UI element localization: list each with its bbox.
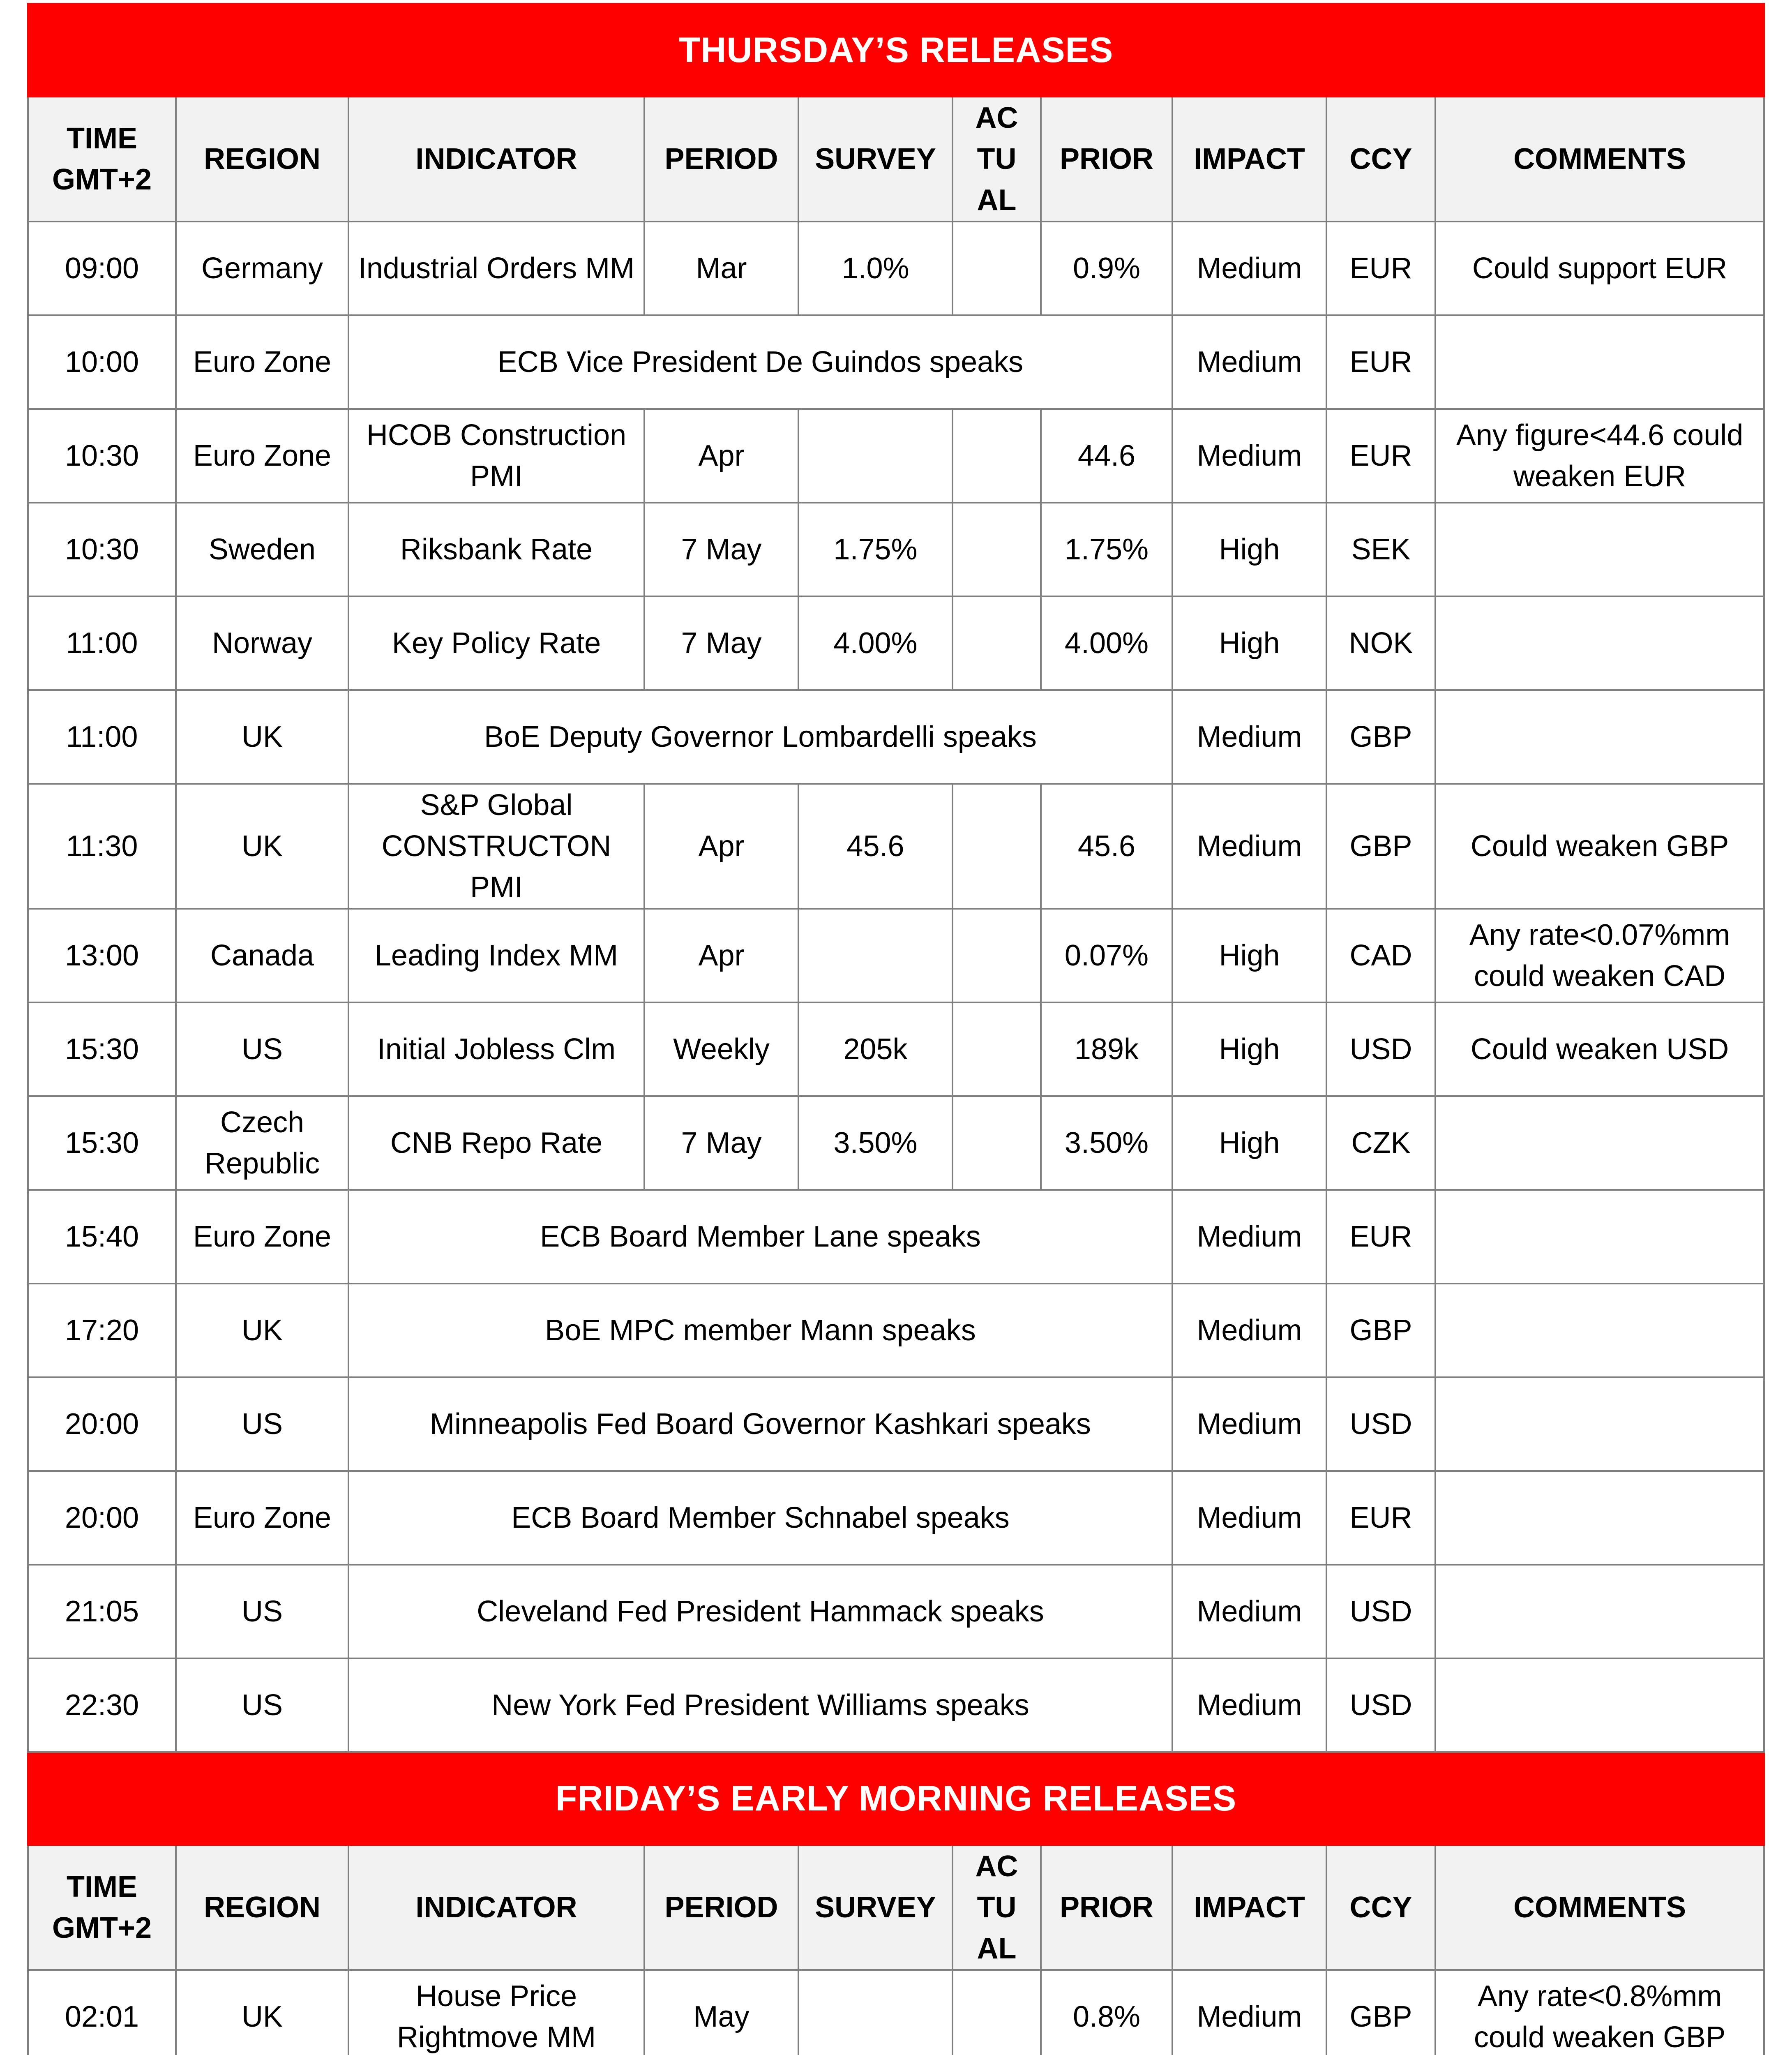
ccy-cell: EUR bbox=[1326, 222, 1435, 315]
header-region: REGION bbox=[176, 97, 348, 222]
impact-cell: High bbox=[1172, 1096, 1326, 1190]
comments-cell: Could support EUR bbox=[1435, 222, 1764, 315]
period-cell: 7 May bbox=[644, 1096, 798, 1190]
period-cell: Apr bbox=[644, 409, 798, 503]
ccy-cell: NOK bbox=[1326, 596, 1435, 690]
comments-cell bbox=[1435, 1190, 1764, 1284]
period-cell: May bbox=[644, 1970, 798, 2055]
region-cell: Germany bbox=[176, 222, 348, 315]
time-cell: 11:00 bbox=[28, 596, 176, 690]
prior-cell: 189k bbox=[1041, 1002, 1172, 1096]
table-row bbox=[28, 1565, 1764, 1658]
region-cell: Euro Zone bbox=[176, 409, 348, 503]
region-cell: US bbox=[176, 1002, 348, 1096]
comments-cell: Could weaken GBP bbox=[1435, 784, 1764, 909]
comments-cell: Any rate<0.8%mm could weaken GBP bbox=[1435, 1970, 1764, 2055]
ccy-cell: GBP bbox=[1326, 690, 1435, 784]
ccy-cell: GBP bbox=[1326, 1284, 1435, 1377]
indicator-cell: ECB Board Member Lane speaks bbox=[348, 1190, 1172, 1284]
indicator-cell: Leading Index MM bbox=[348, 909, 644, 1002]
time-cell: 09:00 bbox=[28, 222, 176, 315]
actual-cell bbox=[953, 1096, 1041, 1190]
time-cell: 15:30 bbox=[28, 1096, 176, 1190]
survey-cell: 4.00% bbox=[798, 596, 953, 690]
region-cell: UK bbox=[176, 1284, 348, 1377]
ccy-cell: SEK bbox=[1326, 503, 1435, 596]
ccy-cell: GBP bbox=[1326, 1970, 1435, 2055]
ccy-cell: CAD bbox=[1326, 909, 1435, 1002]
indicator-cell: Cleveland Fed President Hammack speaks bbox=[348, 1565, 1172, 1658]
region-cell: Czech Republic bbox=[176, 1096, 348, 1190]
comments-cell bbox=[1435, 596, 1764, 690]
impact-cell: Medium bbox=[1172, 1190, 1326, 1284]
header-period: PERIOD bbox=[644, 97, 798, 222]
indicator-cell: BoE MPC member Mann speaks bbox=[348, 1284, 1172, 1377]
impact-cell: Medium bbox=[1172, 315, 1326, 409]
table-row bbox=[28, 1284, 1764, 1377]
table-row bbox=[28, 503, 1764, 596]
impact-cell: Medium bbox=[1172, 784, 1326, 909]
actual-cell bbox=[953, 1970, 1041, 2055]
time-cell: 10:00 bbox=[28, 315, 176, 409]
table-row bbox=[28, 315, 1764, 409]
region-cell: Euro Zone bbox=[176, 1190, 348, 1284]
header-prior: PRIOR bbox=[1041, 97, 1172, 222]
indicator-cell: ECB Board Member Schnabel speaks bbox=[348, 1471, 1172, 1565]
time-cell: 15:30 bbox=[28, 1002, 176, 1096]
time-cell: 13:00 bbox=[28, 909, 176, 1002]
impact-cell: High bbox=[1172, 909, 1326, 1002]
ccy-cell: EUR bbox=[1326, 409, 1435, 503]
actual-cell bbox=[953, 222, 1041, 315]
period-cell: 7 May bbox=[644, 503, 798, 596]
impact-cell: Medium bbox=[1172, 1565, 1326, 1658]
table-row bbox=[28, 1002, 1764, 1096]
header-survey: SURVEY bbox=[798, 97, 953, 222]
header-prior: PRIOR bbox=[1041, 1845, 1172, 1970]
header-time: TIME GMT+2 bbox=[28, 1845, 176, 1970]
table-row bbox=[28, 690, 1764, 784]
table-row bbox=[28, 1190, 1764, 1284]
releases-table bbox=[27, 3, 1765, 2055]
actual-cell bbox=[953, 784, 1041, 909]
indicator-cell: BoE Deputy Governor Lombardelli speaks bbox=[348, 690, 1172, 784]
ccy-cell: USD bbox=[1326, 1658, 1435, 1752]
ccy-cell: GBP bbox=[1326, 784, 1435, 909]
region-cell: Canada bbox=[176, 909, 348, 1002]
releases-calendar bbox=[27, 3, 1763, 2055]
prior-cell: 0.07% bbox=[1041, 909, 1172, 1002]
impact-cell: Medium bbox=[1172, 1471, 1326, 1565]
survey-cell: 205k bbox=[798, 1002, 953, 1096]
prior-cell: 0.9% bbox=[1041, 222, 1172, 315]
actual-cell bbox=[953, 1002, 1041, 1096]
header-indicator: INDICATOR bbox=[348, 1845, 644, 1970]
comments-cell bbox=[1435, 1565, 1764, 1658]
friday-title: FRIDAY’S EARLY MORNING RELEASES bbox=[28, 1752, 1764, 1845]
survey-cell bbox=[798, 1970, 953, 2055]
comments-cell: Any rate<0.07%mm could weaken CAD bbox=[1435, 909, 1764, 1002]
period-cell: Apr bbox=[644, 909, 798, 1002]
survey-cell: 1.0% bbox=[798, 222, 953, 315]
survey-cell: 1.75% bbox=[798, 503, 953, 596]
region-cell: UK bbox=[176, 784, 348, 909]
period-cell: Weekly bbox=[644, 1002, 798, 1096]
region-cell: US bbox=[176, 1565, 348, 1658]
header-comments: COMMENTS bbox=[1435, 97, 1764, 222]
survey-cell: 45.6 bbox=[798, 784, 953, 909]
table-row bbox=[28, 596, 1764, 690]
impact-cell: High bbox=[1172, 596, 1326, 690]
indicator-cell: ECB Vice President De Guindos speaks bbox=[348, 315, 1172, 409]
header-impact: IMPACT bbox=[1172, 97, 1326, 222]
region-cell: UK bbox=[176, 690, 348, 784]
time-cell: 20:00 bbox=[28, 1471, 176, 1565]
table-row bbox=[28, 1471, 1764, 1565]
header-ccy: CCY bbox=[1326, 97, 1435, 222]
friday-banner bbox=[28, 1752, 1764, 1845]
indicator-cell: Minneapolis Fed Board Governor Kashkari speaks bbox=[348, 1377, 1172, 1471]
indicator-cell: Initial Jobless Clm bbox=[348, 1002, 644, 1096]
ccy-cell: USD bbox=[1326, 1565, 1435, 1658]
actual-cell bbox=[953, 596, 1041, 690]
header-ccy: CCY bbox=[1326, 1845, 1435, 1970]
header-survey: SURVEY bbox=[798, 1845, 953, 1970]
comments-cell bbox=[1435, 1096, 1764, 1190]
header-actual: AC TU AL bbox=[953, 97, 1041, 222]
region-cell: Sweden bbox=[176, 503, 348, 596]
thursday-banner bbox=[28, 4, 1764, 97]
impact-cell: Medium bbox=[1172, 409, 1326, 503]
time-cell: 17:20 bbox=[28, 1284, 176, 1377]
table-row bbox=[28, 1096, 1764, 1190]
impact-cell: Medium bbox=[1172, 690, 1326, 784]
period-cell: Mar bbox=[644, 222, 798, 315]
table-row bbox=[28, 909, 1764, 1002]
table-row bbox=[28, 409, 1764, 503]
comments-cell bbox=[1435, 315, 1764, 409]
time-cell: 20:00 bbox=[28, 1377, 176, 1471]
comments-cell: Could weaken USD bbox=[1435, 1002, 1764, 1096]
region-cell: Norway bbox=[176, 596, 348, 690]
indicator-cell: House Price Rightmove MM bbox=[348, 1970, 644, 2055]
time-cell: 21:05 bbox=[28, 1565, 176, 1658]
impact-cell: Medium bbox=[1172, 222, 1326, 315]
comments-cell bbox=[1435, 1284, 1764, 1377]
table-row bbox=[28, 1658, 1764, 1752]
time-cell: 10:30 bbox=[28, 503, 176, 596]
time-cell: 15:40 bbox=[28, 1190, 176, 1284]
ccy-cell: CZK bbox=[1326, 1096, 1435, 1190]
impact-cell: Medium bbox=[1172, 1284, 1326, 1377]
time-cell: 11:00 bbox=[28, 690, 176, 784]
ccy-cell: EUR bbox=[1326, 1190, 1435, 1284]
impact-cell: Medium bbox=[1172, 1658, 1326, 1752]
ccy-cell: USD bbox=[1326, 1377, 1435, 1471]
ccy-cell: EUR bbox=[1326, 315, 1435, 409]
region-cell: US bbox=[176, 1377, 348, 1471]
header-time: TIME GMT+2 bbox=[28, 97, 176, 222]
period-cell: 7 May bbox=[644, 596, 798, 690]
region-cell: US bbox=[176, 1658, 348, 1752]
time-cell: 11:30 bbox=[28, 784, 176, 909]
impact-cell: High bbox=[1172, 1002, 1326, 1096]
period-cell: Apr bbox=[644, 784, 798, 909]
prior-cell: 1.75% bbox=[1041, 503, 1172, 596]
time-cell: 10:30 bbox=[28, 409, 176, 503]
actual-cell bbox=[953, 409, 1041, 503]
friday-header-row bbox=[28, 1845, 1764, 1970]
thursday-title: THURSDAY’S RELEASES bbox=[28, 4, 1764, 97]
comments-cell: Any figure<44.6 could weaken EUR bbox=[1435, 409, 1764, 503]
prior-cell: 4.00% bbox=[1041, 596, 1172, 690]
time-cell: 02:01 bbox=[28, 1970, 176, 2055]
comments-cell bbox=[1435, 1377, 1764, 1471]
impact-cell: Medium bbox=[1172, 1970, 1326, 2055]
prior-cell: 44.6 bbox=[1041, 409, 1172, 503]
prior-cell: 3.50% bbox=[1041, 1096, 1172, 1190]
actual-cell bbox=[953, 503, 1041, 596]
indicator-cell: CNB Repo Rate bbox=[348, 1096, 644, 1190]
indicator-cell: S&P Global CONSTRUCTON PMI bbox=[348, 784, 644, 909]
ccy-cell: USD bbox=[1326, 1002, 1435, 1096]
thursday-header-row bbox=[28, 97, 1764, 222]
prior-cell: 45.6 bbox=[1041, 784, 1172, 909]
actual-cell bbox=[953, 909, 1041, 1002]
table-row bbox=[28, 1377, 1764, 1471]
impact-cell: Medium bbox=[1172, 1377, 1326, 1471]
survey-cell: 3.50% bbox=[798, 1096, 953, 1190]
region-cell: UK bbox=[176, 1970, 348, 2055]
header-period: PERIOD bbox=[644, 1845, 798, 1970]
table-row bbox=[28, 222, 1764, 315]
header-indicator: INDICATOR bbox=[348, 97, 644, 222]
ccy-cell: EUR bbox=[1326, 1471, 1435, 1565]
header-region: REGION bbox=[176, 1845, 348, 1970]
time-cell: 22:30 bbox=[28, 1658, 176, 1752]
indicator-cell: HCOB Construction PMI bbox=[348, 409, 644, 503]
header-impact: IMPACT bbox=[1172, 1845, 1326, 1970]
header-actual: AC TU AL bbox=[953, 1845, 1041, 1970]
region-cell: Euro Zone bbox=[176, 315, 348, 409]
indicator-cell: Riksbank Rate bbox=[348, 503, 644, 596]
prior-cell: 0.8% bbox=[1041, 1970, 1172, 2055]
survey-cell bbox=[798, 409, 953, 503]
comments-cell bbox=[1435, 503, 1764, 596]
table-row bbox=[28, 1970, 1764, 2055]
indicator-cell: Key Policy Rate bbox=[348, 596, 644, 690]
comments-cell bbox=[1435, 1658, 1764, 1752]
indicator-cell: New York Fed President Williams speaks bbox=[348, 1658, 1172, 1752]
table-row bbox=[28, 784, 1764, 909]
header-comments: COMMENTS bbox=[1435, 1845, 1764, 1970]
survey-cell bbox=[798, 909, 953, 1002]
comments-cell bbox=[1435, 690, 1764, 784]
region-cell: Euro Zone bbox=[176, 1471, 348, 1565]
impact-cell: High bbox=[1172, 503, 1326, 596]
indicator-cell: Industrial Orders MM bbox=[348, 222, 644, 315]
comments-cell bbox=[1435, 1471, 1764, 1565]
